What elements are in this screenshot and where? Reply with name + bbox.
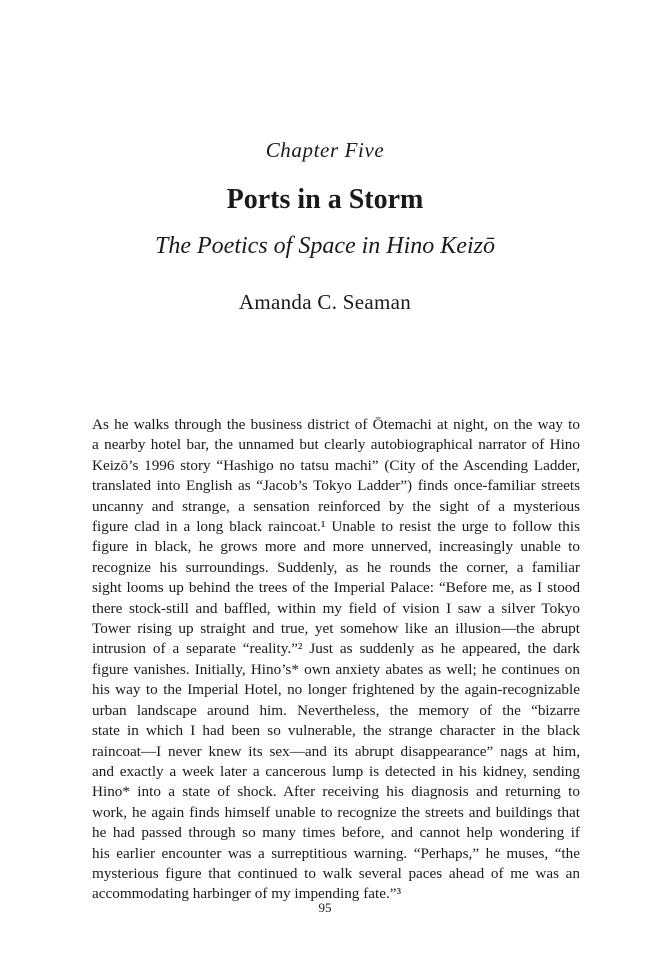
body-line: Keizō’s 1996 story “Hashigo no tatsu machi” (City of the Ascending Ladder, xyxy=(92,456,580,474)
body-line: Tower rising up straight and true, yet somehow like an illusion—the abrupt xyxy=(92,620,580,638)
body-line: sight looms up behind the trees of the Imperial Palace: “Before me, as I stood xyxy=(92,579,580,597)
chapter-title: Ports in a Storm xyxy=(226,184,424,215)
body-line: his way to the Imperial Hotel, no longer frightened by the again-recognizable xyxy=(92,681,580,699)
body-line: state in which I had been so vulnerable, the strange character in the black xyxy=(92,722,580,740)
body-line: work, he again finds himself unable to recognize the streets and buildings that xyxy=(92,803,580,821)
body-line: As he walks through the business district of Ōtemachi at night, on the way to xyxy=(92,416,580,433)
body-line: his earlier encounter was a surreptitious warning. “Perhaps,” he muses, “the xyxy=(92,844,580,862)
body-line: urban landscape around him. Nevertheless, the memory of the “bizarre xyxy=(92,701,580,719)
body-line: he had passed through so many times before, and cannot help wondering if xyxy=(92,824,580,842)
body-line: raincoat—I never knew its sex—and its abrupt disappearance” nags at him, xyxy=(92,742,580,760)
chapter-subtitle: The Poetics of Space in Hino Keizō xyxy=(155,233,495,259)
body-line: intrusion of a separate “reality.”² Just as suddenly as he appeared, the dark xyxy=(92,640,580,658)
body-line: and exactly a week later a cancerous lump is detected in his kidney, sending xyxy=(92,762,580,780)
chapter-author: Amanda C. Seaman xyxy=(238,290,412,314)
body-line: Hino* into a state of shock. After receiving his diagnosis and returning to xyxy=(92,783,580,801)
body-line: figure vanishes. Initially, Hino’s* own anxiety abates as well; he continues on xyxy=(92,660,580,678)
page-number: 95 xyxy=(318,900,332,915)
body-line: translated into English as “Jacob’s Tokyo Ladder”) finds once-familiar streets xyxy=(92,477,580,495)
body-paragraph xyxy=(92,415,580,905)
body-line: accommodating harbinger of my impending fate.”³ xyxy=(92,885,402,903)
body-line: mysterious figure that continued to walk several paces ahead of me was an xyxy=(92,864,580,882)
body-line: uncanny and strange, a sensation reinforced by the sight of a mysterious xyxy=(92,497,580,515)
body-line: figure clad in a long black raincoat.¹ Unable to resist the urge to follow this xyxy=(92,518,580,536)
body-line: figure in black, he grows more and more unnerved, increasingly unable to xyxy=(92,538,580,556)
body-line: recognize his surroundings. Suddenly, as he rounds the corner, a familiar xyxy=(92,558,580,576)
body-line: there stock-still and baffled, within my field of vision I saw a silver Tokyo xyxy=(92,599,580,617)
chapter-label: Chapter Five xyxy=(265,138,385,162)
body-line: a nearby hotel bar, the unnamed but clearly autobiographical narrator of Hino xyxy=(92,436,580,454)
